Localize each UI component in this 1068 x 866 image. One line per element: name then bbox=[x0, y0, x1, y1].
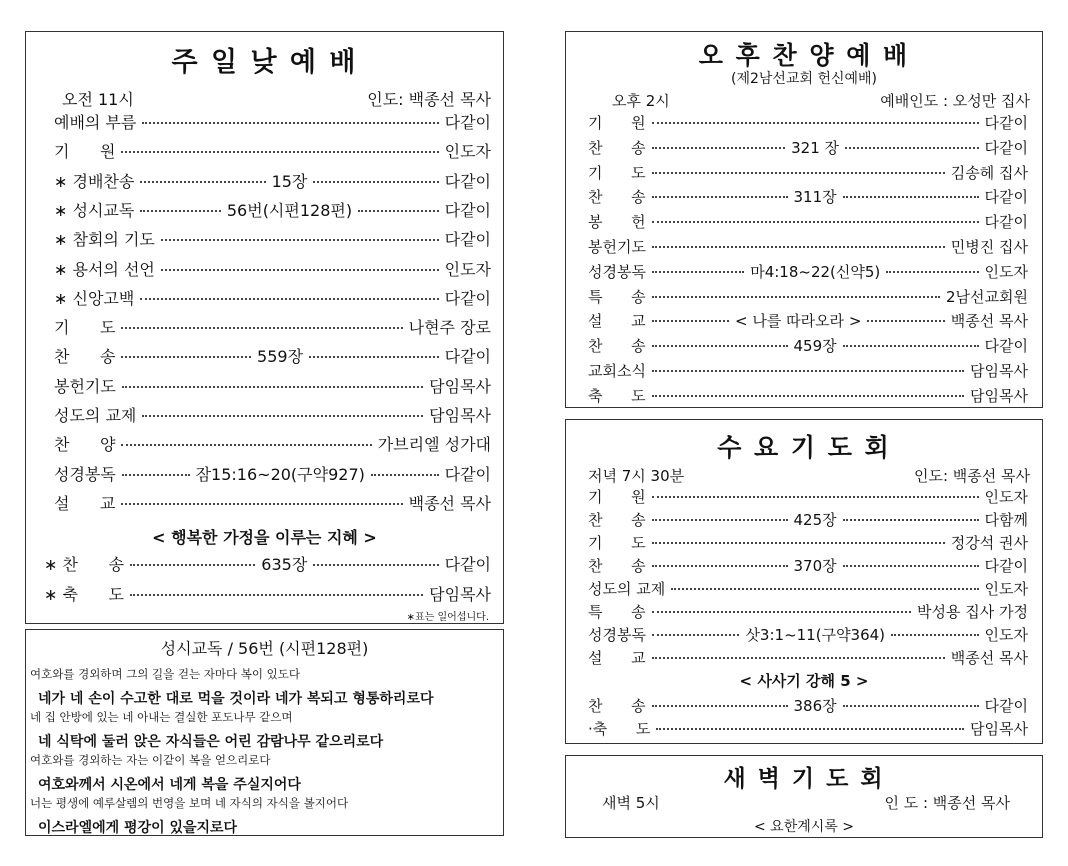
dot-leader bbox=[843, 519, 979, 521]
dot-leader bbox=[142, 122, 438, 124]
order-row bbox=[588, 555, 1028, 576]
order-detail: 459장 bbox=[793, 337, 837, 356]
order-label: 성경봉독 bbox=[588, 262, 646, 281]
order-label: 봉헌기도 bbox=[588, 238, 646, 256]
order-assignee: 다같이 bbox=[444, 288, 491, 308]
dot-leader bbox=[652, 395, 964, 397]
order-row bbox=[588, 112, 1028, 133]
dot-leader bbox=[652, 519, 788, 521]
order-assignee: 다같이 bbox=[984, 213, 1028, 232]
order-row bbox=[54, 257, 491, 280]
order-detail: 425장 bbox=[793, 511, 837, 529]
reading-line: 네 식탁에 둘러 앉은 자식들은 어린 감람나무 같으리로다 bbox=[38, 733, 384, 750]
order-detail: 559장 bbox=[257, 347, 304, 367]
dot-leader bbox=[122, 474, 190, 476]
morning-service-leader: 인도: 백종선 목사 bbox=[367, 90, 491, 109]
order-label: 기 원 bbox=[588, 114, 646, 132]
dot-leader bbox=[140, 298, 438, 300]
reading-line: 네가 네 손이 수고한 대로 먹을 것이라 네가 복되고 형통하리로다 bbox=[38, 690, 434, 707]
order-assignee: 백종선 목사 bbox=[408, 493, 491, 513]
order-assignee: 인도자 bbox=[984, 580, 1028, 598]
order-label: 설 교 bbox=[588, 312, 646, 331]
dawn-sermon-title: < 요한계시록 > bbox=[754, 819, 854, 835]
order-assignee: 다같이 bbox=[444, 171, 491, 191]
order-row bbox=[54, 344, 491, 367]
dot-leader bbox=[313, 181, 438, 183]
order-label: 봉 헌 bbox=[588, 213, 646, 232]
dot-leader bbox=[121, 503, 402, 505]
order-detail: 321 장 bbox=[791, 138, 839, 157]
dot-leader bbox=[652, 221, 979, 223]
order-row bbox=[588, 509, 1028, 530]
order-assignee: 다같이 bbox=[444, 230, 491, 250]
order-assignee: 담임목사 bbox=[970, 362, 1028, 380]
order-row bbox=[588, 578, 1028, 599]
order-assignee: 다같이 bbox=[444, 555, 492, 574]
dot-leader bbox=[313, 564, 438, 566]
order-assignee: 2남선교회원 bbox=[946, 287, 1028, 306]
morning-service-title: 주 일 낮 예 배 bbox=[171, 47, 358, 78]
order-row bbox=[588, 532, 1028, 553]
order-label: 기 도 bbox=[588, 534, 646, 552]
dot-leader bbox=[161, 269, 439, 271]
order-assignee: 다같이 bbox=[444, 347, 491, 367]
order-assignee: 가브리엘 성가대 bbox=[377, 435, 491, 455]
order-assignee: 다함께 bbox=[984, 511, 1029, 529]
dot-leader bbox=[652, 122, 979, 124]
dot-leader bbox=[867, 320, 944, 322]
dot-leader bbox=[161, 239, 439, 241]
afternoon-service-subtitle: (제2남선교회 헌신예배) bbox=[731, 71, 877, 87]
order-label: ∗ 신앙고백 bbox=[54, 288, 135, 308]
wednesday-prayer-leader: 인도: 백종선 목사 bbox=[913, 467, 1030, 485]
order-label: 찬 송 bbox=[588, 188, 646, 207]
order-row bbox=[44, 582, 491, 605]
dot-leader bbox=[652, 196, 788, 198]
dot-leader bbox=[309, 356, 439, 358]
order-label: 기 도 bbox=[588, 163, 646, 182]
order-assignee: 정강석 권사 bbox=[950, 534, 1028, 552]
order-row bbox=[588, 486, 1028, 507]
responsive-reading-box bbox=[25, 629, 504, 836]
order-label: 찬 송 bbox=[588, 697, 646, 715]
dawn-prayer-leader: 인 도 : 백종선 목사 bbox=[884, 794, 1010, 812]
order-row bbox=[588, 286, 1028, 307]
order-label: 축 도 bbox=[588, 386, 646, 405]
order-label: 기 원 bbox=[588, 488, 646, 506]
reading-line: 이스라엘에게 평강이 있을지로다 bbox=[38, 819, 238, 836]
order-label: 찬 송 bbox=[588, 337, 646, 356]
dawn-prayer-title: 새 벽 기 도 회 bbox=[723, 766, 885, 792]
order-label: 기 원 bbox=[54, 142, 116, 162]
reading-line: 너는 평생에 예루살렘의 번영을 보며 네 자식의 자식을 볼지어다 bbox=[30, 796, 349, 810]
dot-leader bbox=[121, 356, 251, 358]
order-row bbox=[588, 335, 1028, 356]
order-label: 예배의 부름 bbox=[54, 113, 137, 132]
order-label: 찬 송 bbox=[588, 511, 646, 529]
wednesday-sermon-title: < 사사기 강해 5 > bbox=[739, 672, 869, 690]
order-row bbox=[588, 624, 1028, 645]
order-assignee: 다같이 bbox=[984, 138, 1028, 157]
order-assignee: 다같이 bbox=[984, 697, 1029, 715]
morning-service-box bbox=[25, 31, 504, 624]
order-assignee: 다같이 bbox=[444, 200, 492, 220]
order-row bbox=[588, 162, 1028, 183]
reading-line: 여호와를 경외하는 자는 이같이 복을 얻으리로다 bbox=[30, 753, 271, 767]
order-assignee: 백종선 목사 bbox=[950, 312, 1029, 331]
dot-leader bbox=[358, 210, 439, 212]
dot-leader bbox=[652, 147, 786, 149]
order-detail: < 나를 따라오라 > bbox=[735, 312, 862, 331]
dot-leader bbox=[843, 565, 979, 567]
order-label: ∗ 용서의 선언 bbox=[54, 259, 155, 279]
order-detail: 56번(시편128편) bbox=[226, 200, 353, 220]
dot-leader bbox=[652, 657, 945, 659]
order-row bbox=[588, 236, 1028, 257]
order-row bbox=[588, 310, 1028, 331]
order-detail: 마4:18~22(신약5) bbox=[750, 262, 881, 281]
dot-leader bbox=[140, 181, 265, 183]
order-detail: 311장 bbox=[793, 188, 837, 207]
dot-leader bbox=[843, 345, 979, 347]
order-detail: 386장 bbox=[793, 697, 837, 715]
dot-leader bbox=[122, 386, 423, 388]
order-detail: 635장 bbox=[261, 555, 308, 574]
wednesday-prayer-box bbox=[565, 419, 1043, 744]
reading-line: 네 집 안방에 있는 네 아내는 결실한 포도나무 같으며 bbox=[30, 710, 293, 724]
afternoon-service-time: 오후 2시 bbox=[612, 92, 670, 110]
order-row bbox=[54, 139, 491, 162]
order-label: 찬 양 bbox=[54, 435, 116, 455]
order-assignee: 담임목사 bbox=[429, 406, 491, 425]
dot-leader bbox=[652, 565, 788, 567]
dot-leader bbox=[652, 246, 945, 248]
order-row bbox=[54, 374, 491, 397]
afternoon-service-leader: 예배인도 : 오성만 집사 bbox=[880, 92, 1030, 110]
dot-leader bbox=[652, 496, 979, 498]
dot-leader bbox=[843, 705, 979, 707]
order-row bbox=[54, 169, 491, 192]
order-label: ·축 도 bbox=[588, 720, 651, 738]
order-label: ∗ 경배찬송 bbox=[54, 171, 135, 191]
reading-line: 여호와께서 시온에서 네게 복을 주실지어다 bbox=[38, 776, 301, 793]
order-detail: 삿3:1~11(구약364) bbox=[745, 626, 886, 644]
dot-leader bbox=[652, 296, 940, 298]
order-row bbox=[588, 186, 1028, 207]
order-label: 찬 송 bbox=[54, 347, 116, 367]
dot-leader bbox=[843, 196, 979, 198]
wednesday-prayer-title: 수 요 기 도 회 bbox=[717, 433, 891, 462]
order-label: ∗ 성시교독 bbox=[54, 200, 135, 220]
order-row bbox=[54, 110, 491, 133]
order-assignee: 백종선 목사 bbox=[950, 649, 1028, 667]
order-row bbox=[588, 211, 1028, 232]
order-assignee: 인도자 bbox=[984, 488, 1028, 506]
order-label: 교회소식 bbox=[588, 362, 646, 380]
order-row bbox=[588, 647, 1028, 668]
dot-leader bbox=[121, 327, 402, 329]
wednesday-prayer-time: 저녁 7시 30분 bbox=[588, 467, 685, 485]
dot-leader bbox=[652, 271, 744, 273]
morning-service-time: 오전 11시 bbox=[62, 90, 134, 109]
dot-leader bbox=[671, 588, 978, 590]
morning-sermon-title: < 행복한 가정을 이루는 지혜 > bbox=[152, 528, 377, 547]
order-label: 성도의 교제 bbox=[54, 406, 137, 425]
order-label: 설 교 bbox=[54, 493, 116, 513]
order-label: 특 송 bbox=[588, 287, 646, 306]
order-assignee: 나현주 장로 bbox=[408, 318, 491, 338]
order-label: 찬 송 bbox=[588, 138, 646, 157]
order-assignee: 다같이 bbox=[444, 464, 492, 484]
order-label: 봉헌기도 bbox=[54, 376, 116, 396]
order-row bbox=[54, 491, 491, 514]
order-row bbox=[54, 403, 491, 426]
order-detail: 잠15:16~20(구약927) bbox=[195, 464, 365, 484]
standing-note: ∗표는 일어섭니다. bbox=[406, 612, 489, 623]
order-row bbox=[54, 198, 491, 221]
dot-leader bbox=[652, 370, 964, 372]
order-label: 설 교 bbox=[588, 649, 646, 667]
dot-leader bbox=[652, 611, 911, 613]
order-assignee: 인도자 bbox=[444, 259, 491, 279]
dawn-prayer-box bbox=[565, 755, 1043, 838]
order-row bbox=[54, 462, 491, 485]
order-detail: 370장 bbox=[793, 557, 837, 575]
reading-line: 여호와를 경외하며 그의 길을 걷는 자마다 복이 있도다 bbox=[30, 667, 300, 681]
dot-leader bbox=[652, 634, 739, 636]
dot-leader bbox=[652, 542, 945, 544]
order-row bbox=[588, 385, 1028, 406]
dot-leader bbox=[652, 320, 729, 322]
order-assignee: 인도자 bbox=[984, 262, 1029, 281]
order-row bbox=[588, 718, 1028, 739]
order-label: ∗ 축 도 bbox=[44, 585, 124, 604]
order-row bbox=[588, 261, 1028, 282]
dot-leader bbox=[130, 594, 423, 596]
order-assignee: 담임목사 bbox=[429, 585, 491, 604]
order-assignee: 다같이 bbox=[984, 337, 1029, 356]
dot-leader bbox=[886, 271, 978, 273]
order-detail: 15장 bbox=[271, 171, 308, 191]
dot-leader bbox=[121, 444, 371, 446]
order-row bbox=[588, 137, 1028, 158]
order-row bbox=[588, 695, 1028, 716]
order-assignee: 담임목사 bbox=[970, 386, 1028, 405]
order-assignee: 담임목사 bbox=[429, 376, 491, 396]
order-assignee: 박성용 집사 가정 bbox=[917, 603, 1028, 621]
order-assignee: 인도자 bbox=[984, 626, 1028, 644]
dot-leader bbox=[371, 474, 439, 476]
order-label: ∗ 찬 송 bbox=[44, 555, 124, 574]
order-label: ∗ 참회의 기도 bbox=[54, 230, 155, 250]
order-row bbox=[588, 601, 1028, 622]
order-row bbox=[54, 227, 491, 250]
dot-leader bbox=[652, 705, 788, 707]
order-assignee: 김송헤 집사 bbox=[950, 163, 1028, 182]
dot-leader bbox=[891, 634, 978, 636]
afternoon-service-title: 오 후 찬 양 예 배 bbox=[698, 41, 910, 70]
dot-leader bbox=[142, 415, 423, 417]
dot-leader bbox=[140, 210, 221, 212]
order-row bbox=[44, 552, 491, 575]
order-row bbox=[54, 432, 491, 455]
dawn-prayer-time: 새벽 5시 bbox=[602, 794, 660, 812]
responsive-reading-title: 성시교독 / 56번 (시편128편) bbox=[160, 639, 369, 658]
dot-leader bbox=[130, 564, 255, 566]
dot-leader bbox=[121, 151, 438, 153]
order-label: 성도의 교제 bbox=[588, 580, 666, 598]
order-row bbox=[54, 315, 491, 338]
dot-leader bbox=[656, 728, 964, 730]
order-label: 기 도 bbox=[54, 318, 116, 338]
order-assignee: 민병진 집사 bbox=[950, 238, 1028, 256]
order-assignee: 다같이 bbox=[984, 188, 1029, 207]
order-assignee: 다같이 bbox=[984, 114, 1028, 132]
order-label: 성경봉독 bbox=[54, 464, 116, 484]
dot-leader bbox=[652, 345, 788, 347]
order-assignee: 인도자 bbox=[444, 142, 491, 162]
order-label: 성경봉독 bbox=[588, 626, 646, 644]
order-assignee: 다같이 bbox=[444, 113, 491, 132]
order-assignee: 다같이 bbox=[984, 557, 1029, 575]
order-label: 특 송 bbox=[588, 603, 646, 621]
dot-leader bbox=[845, 147, 979, 149]
order-label: 찬 송 bbox=[588, 557, 646, 575]
order-assignee: 담임목사 bbox=[970, 720, 1028, 738]
afternoon-service-box bbox=[565, 31, 1043, 408]
order-row bbox=[54, 286, 491, 309]
order-row bbox=[588, 360, 1028, 381]
dot-leader bbox=[652, 172, 945, 174]
